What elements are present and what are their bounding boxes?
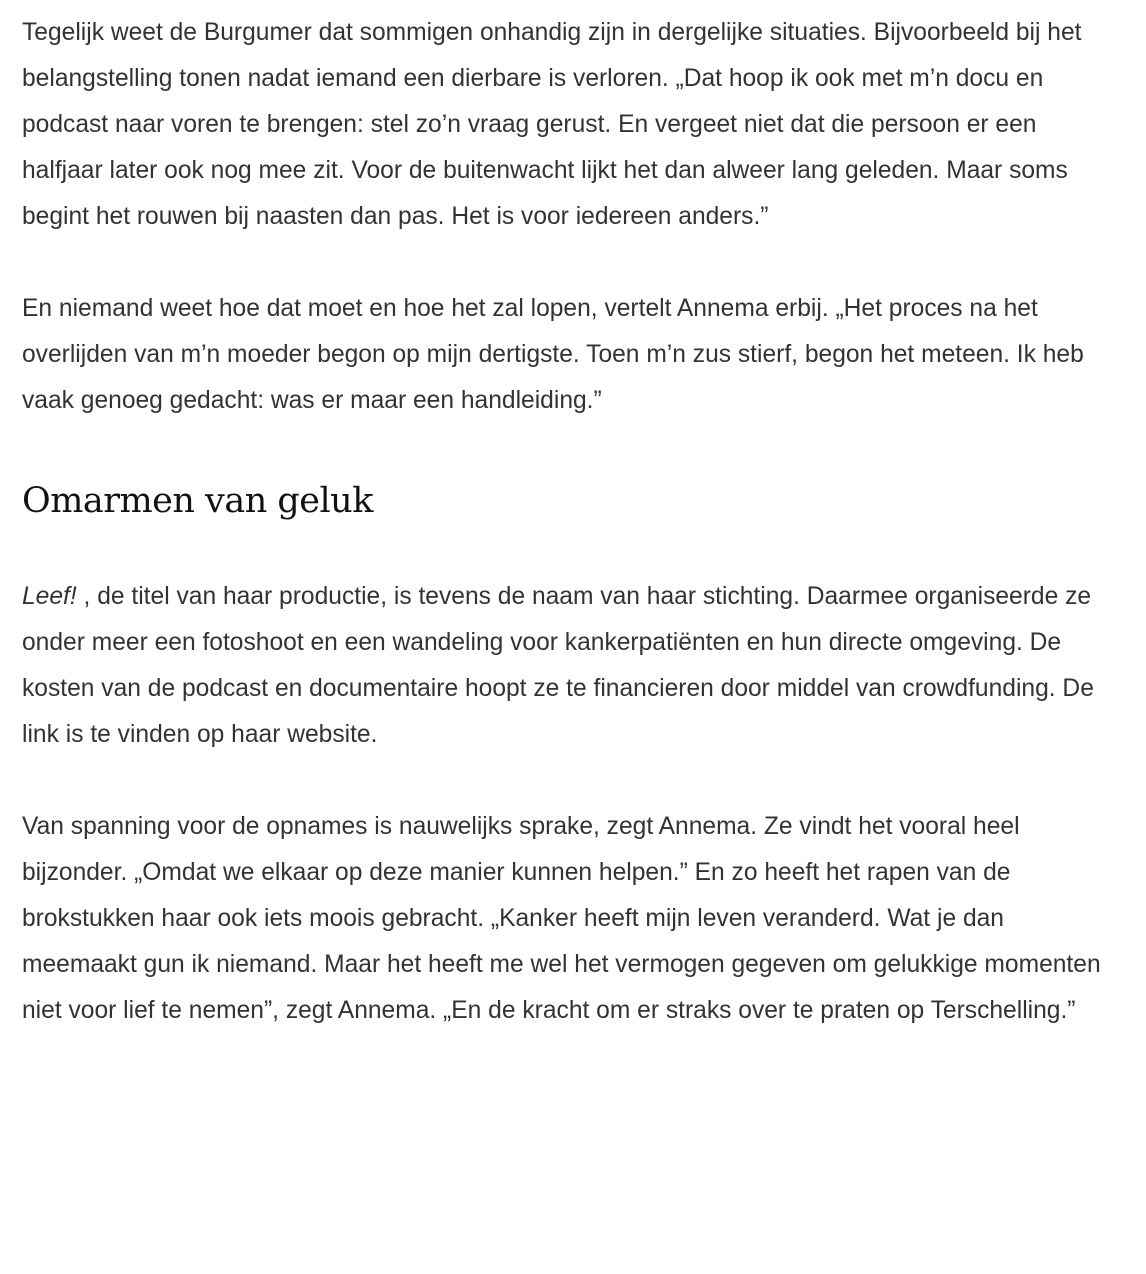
production-title: Leef!	[22, 583, 77, 610]
paragraph	[22, 574, 1122, 758]
paragraph: En niemand weet hoe dat moet en hoe het zal lopen, vertelt Annema erbij. „Het proces na het overlijden van m’n moeder begon op mijn dertigste. Toen m’n zus stierf, begon het meteen. Ik heb vaak genoeg gedacht: was er maar een handleiding.”	[22, 295, 1084, 414]
section-heading: Omarmen van geluk	[22, 481, 373, 521]
paragraph: Van spanning voor de opnames is nauwelijks sprake, zegt Annema. Ze vindt het vooral heel bijzonder. „Omdat we elkaar op deze manier kunnen helpen.” En zo heeft het rapen van de brokstukken haar ook iets moois gebracht. „Kanker heeft mijn leven veranderd. Wat je dan meemaakt gun ik niemand. Maar het heeft me wel het vermogen gegeven om gelukkige momenten niet voor lief te nemen”, zegt Annema. „En de kracht om er straks over te praten op Terschelling.”	[22, 813, 1101, 1024]
paragraph-text: , de titel van haar productie, is tevens de naam van haar stichting. Daarmee organiseerde ze onder meer een fotoshoot en een wandeling voor kankerpatiënten en hun directe omgeving. De kosten van de podcast en documentaire hoopt ze te financieren door middel van crowdfunding. De link is te vinden op haar website.	[22, 583, 1094, 748]
paragraph: Tegelijk weet de Burgumer dat sommigen onhandig zijn in dergelijke situaties. Bijvoorbeeld bij het belangstelling tonen nadat iemand een dierbare is verloren. „Dat hoop ik ook met m’n docu en podcast naar voren te brengen: stel zo’n vraag gerust. En vergeet niet dat die persoon er een halfjaar later ook nog mee zit. Voor de buitenwacht lijkt het dan alweer lang geleden. Maar soms begint het rouwen bij naasten dan pas. Het is voor iedereen anders.”	[22, 19, 1082, 230]
